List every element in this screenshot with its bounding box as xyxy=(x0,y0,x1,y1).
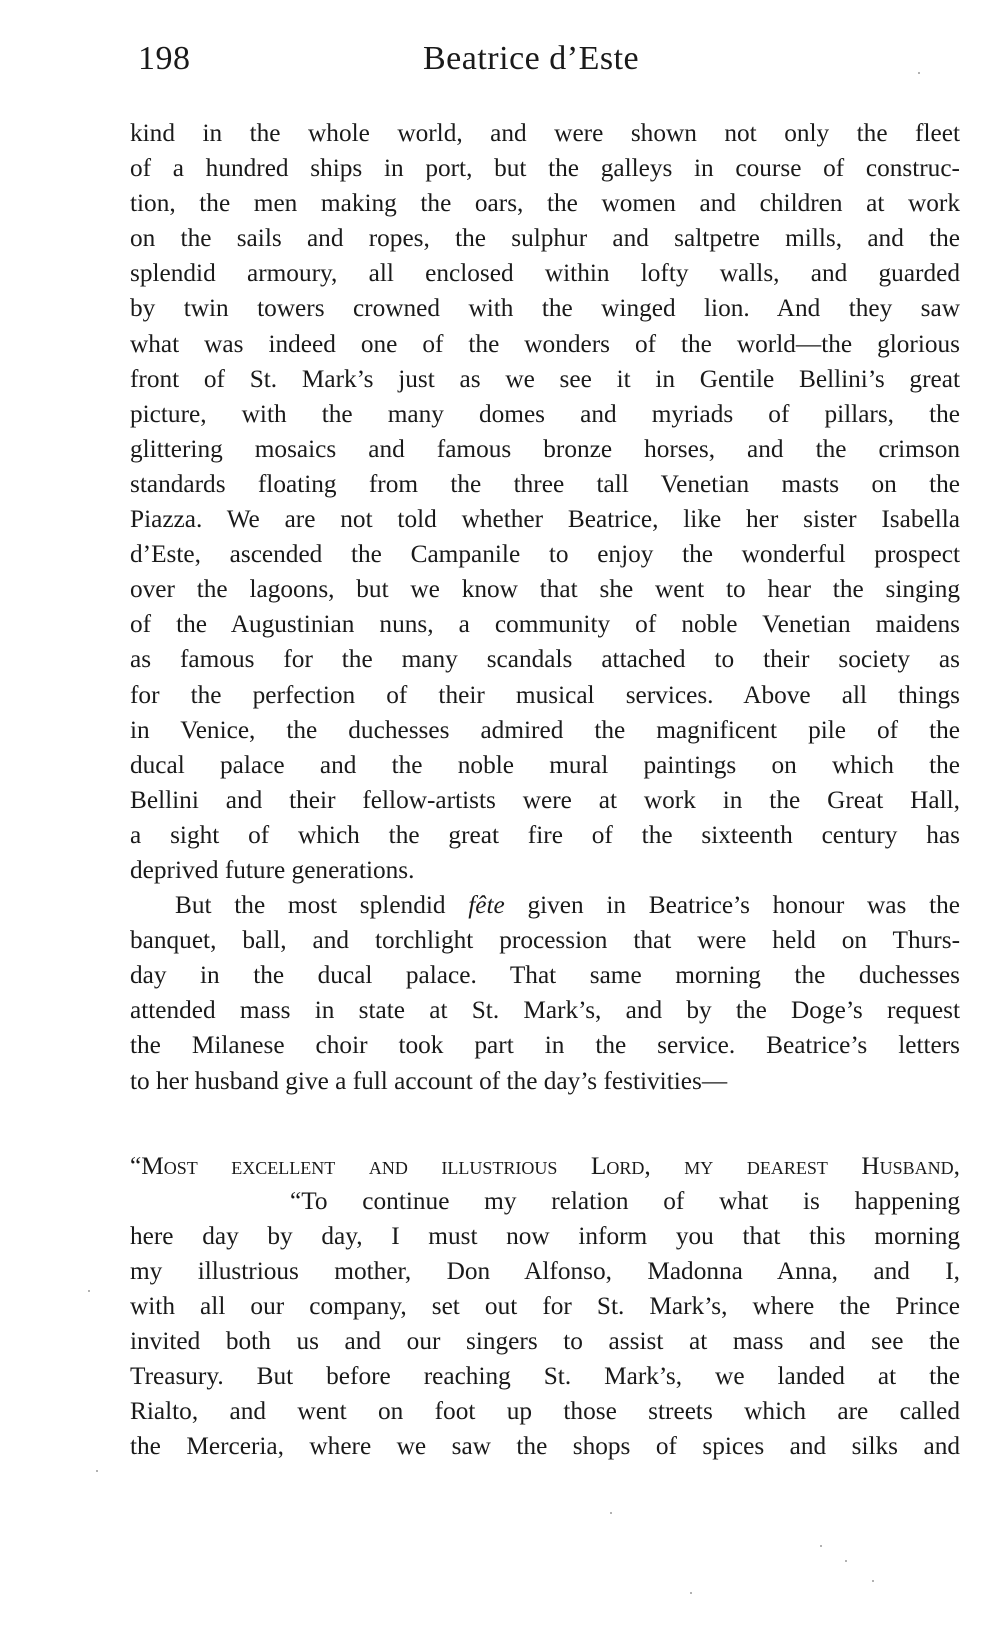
paper-speck xyxy=(610,1512,612,1514)
paper-speck xyxy=(88,1290,90,1292)
text-line: the Milanese choir took part in the service. Beatrice’s letters xyxy=(130,1031,960,1060)
text-line: tion, the men making the oars, the women and children at work xyxy=(130,189,960,218)
text-line: banquet, ball, and torchlight procession that were held on Thurs- xyxy=(130,926,960,955)
text-line: for the perfection of their musical services. Above all things xyxy=(130,680,960,709)
running-head xyxy=(138,40,958,90)
paper-speck xyxy=(845,1560,847,1562)
text-line: d’Este, ascended the Campanile to enjoy the wonderful prospect xyxy=(130,540,960,569)
text-line: as famous for the many scandals attached to their society as xyxy=(130,645,960,674)
text-line: of the Augustinian nuns, a community of noble Venetian maidens xyxy=(130,610,960,639)
paragraph-banquet xyxy=(130,888,960,1099)
text-line: with all our company, set out for St. Mark’s, where the Prince xyxy=(130,1292,960,1320)
text-line: by twin towers crowned with the winged lion. And they saw xyxy=(130,294,960,323)
paper-speck xyxy=(872,1580,874,1582)
text-line: my illustrious mother, Don Alfonso, Madonna Anna, and I, xyxy=(130,1256,960,1285)
text-line: day in the ducal palace. That same morning the duchesses xyxy=(130,961,960,990)
paper-speck xyxy=(96,1470,98,1472)
text-line: a sight of which the great fire of the sixteenth century has xyxy=(130,820,960,849)
text-line: attended mass in state at St. Mark’s, and by the Doge’s request xyxy=(130,996,960,1025)
text-line: “To continue my relation of what is happening xyxy=(290,1186,960,1215)
text-fragment: given in Beatrice’s honour was the xyxy=(504,891,960,920)
text-line: Bellini and their fellow-artists were at work in the Great Hall, xyxy=(130,785,960,814)
italic-word: fête xyxy=(468,891,505,920)
text-line: invited both us and our singers to assist at mass and see the xyxy=(130,1327,960,1356)
text-line: over the lagoons, but we know that she went to hear the singing xyxy=(130,575,960,604)
text-line: the Merceria, where we saw the shops of spices and silks and xyxy=(130,1432,960,1461)
text-line: in Venice, the duchesses admired the magnificent pile of the xyxy=(130,715,960,744)
text-fragment: But the most splendid xyxy=(175,891,469,920)
text-line: here day by day, I must now inform you that this morning xyxy=(130,1221,960,1250)
paper-speck xyxy=(820,1545,822,1547)
text-line: on the sails and ropes, the sulphur and saltpetre mills, and the xyxy=(130,224,960,253)
letter-salutation: “Most excellent and illustrious Lord, my dearest Husband, xyxy=(130,1151,960,1180)
paragraph-shipyard-and-venice xyxy=(130,116,960,888)
paper-speck xyxy=(918,72,920,74)
text-line: splendid armoury, all enclosed within lofty walls, and guarded xyxy=(130,259,960,288)
page-number: 198 xyxy=(138,40,191,77)
text-line: of a hundred ships in port, but the galleys in course of construc- xyxy=(130,154,960,183)
book-title: Beatrice d’Este xyxy=(423,40,640,77)
text-line: to her husband give a full account of the day’s festivities— xyxy=(130,1066,728,1095)
text-line: ducal palace and the noble mural paintings on which the xyxy=(130,750,960,779)
paper-speck xyxy=(690,1592,692,1594)
letter-quotation xyxy=(130,1149,960,1465)
text-line: picture, with the many domes and myriads of pillars, the xyxy=(130,399,960,428)
text-line: glittering mosaics and famous bronze horses, and the crimson xyxy=(130,434,960,463)
text-line: Piazza. We are not told whether Beatrice, like her sister Isabella xyxy=(130,505,960,534)
text-line: deprived future generations. xyxy=(130,855,415,884)
body-text xyxy=(130,116,960,1464)
text-line: Rialto, and went on foot up those streets which are called xyxy=(130,1397,960,1426)
text-line: standards floating from the three tall Venetian masts on the xyxy=(130,469,960,498)
text-line: kind in the whole world, and were shown not only the fleet xyxy=(130,119,960,147)
text-line: Treasury. But before reaching St. Mark’s, we landed at the xyxy=(130,1362,960,1391)
text-line: front of St. Mark’s just as we see it in Gentile Bellini’s great xyxy=(130,364,960,393)
text-line xyxy=(130,888,960,923)
text-line: what was indeed one of the wonders of the world—the glorious xyxy=(130,329,960,358)
